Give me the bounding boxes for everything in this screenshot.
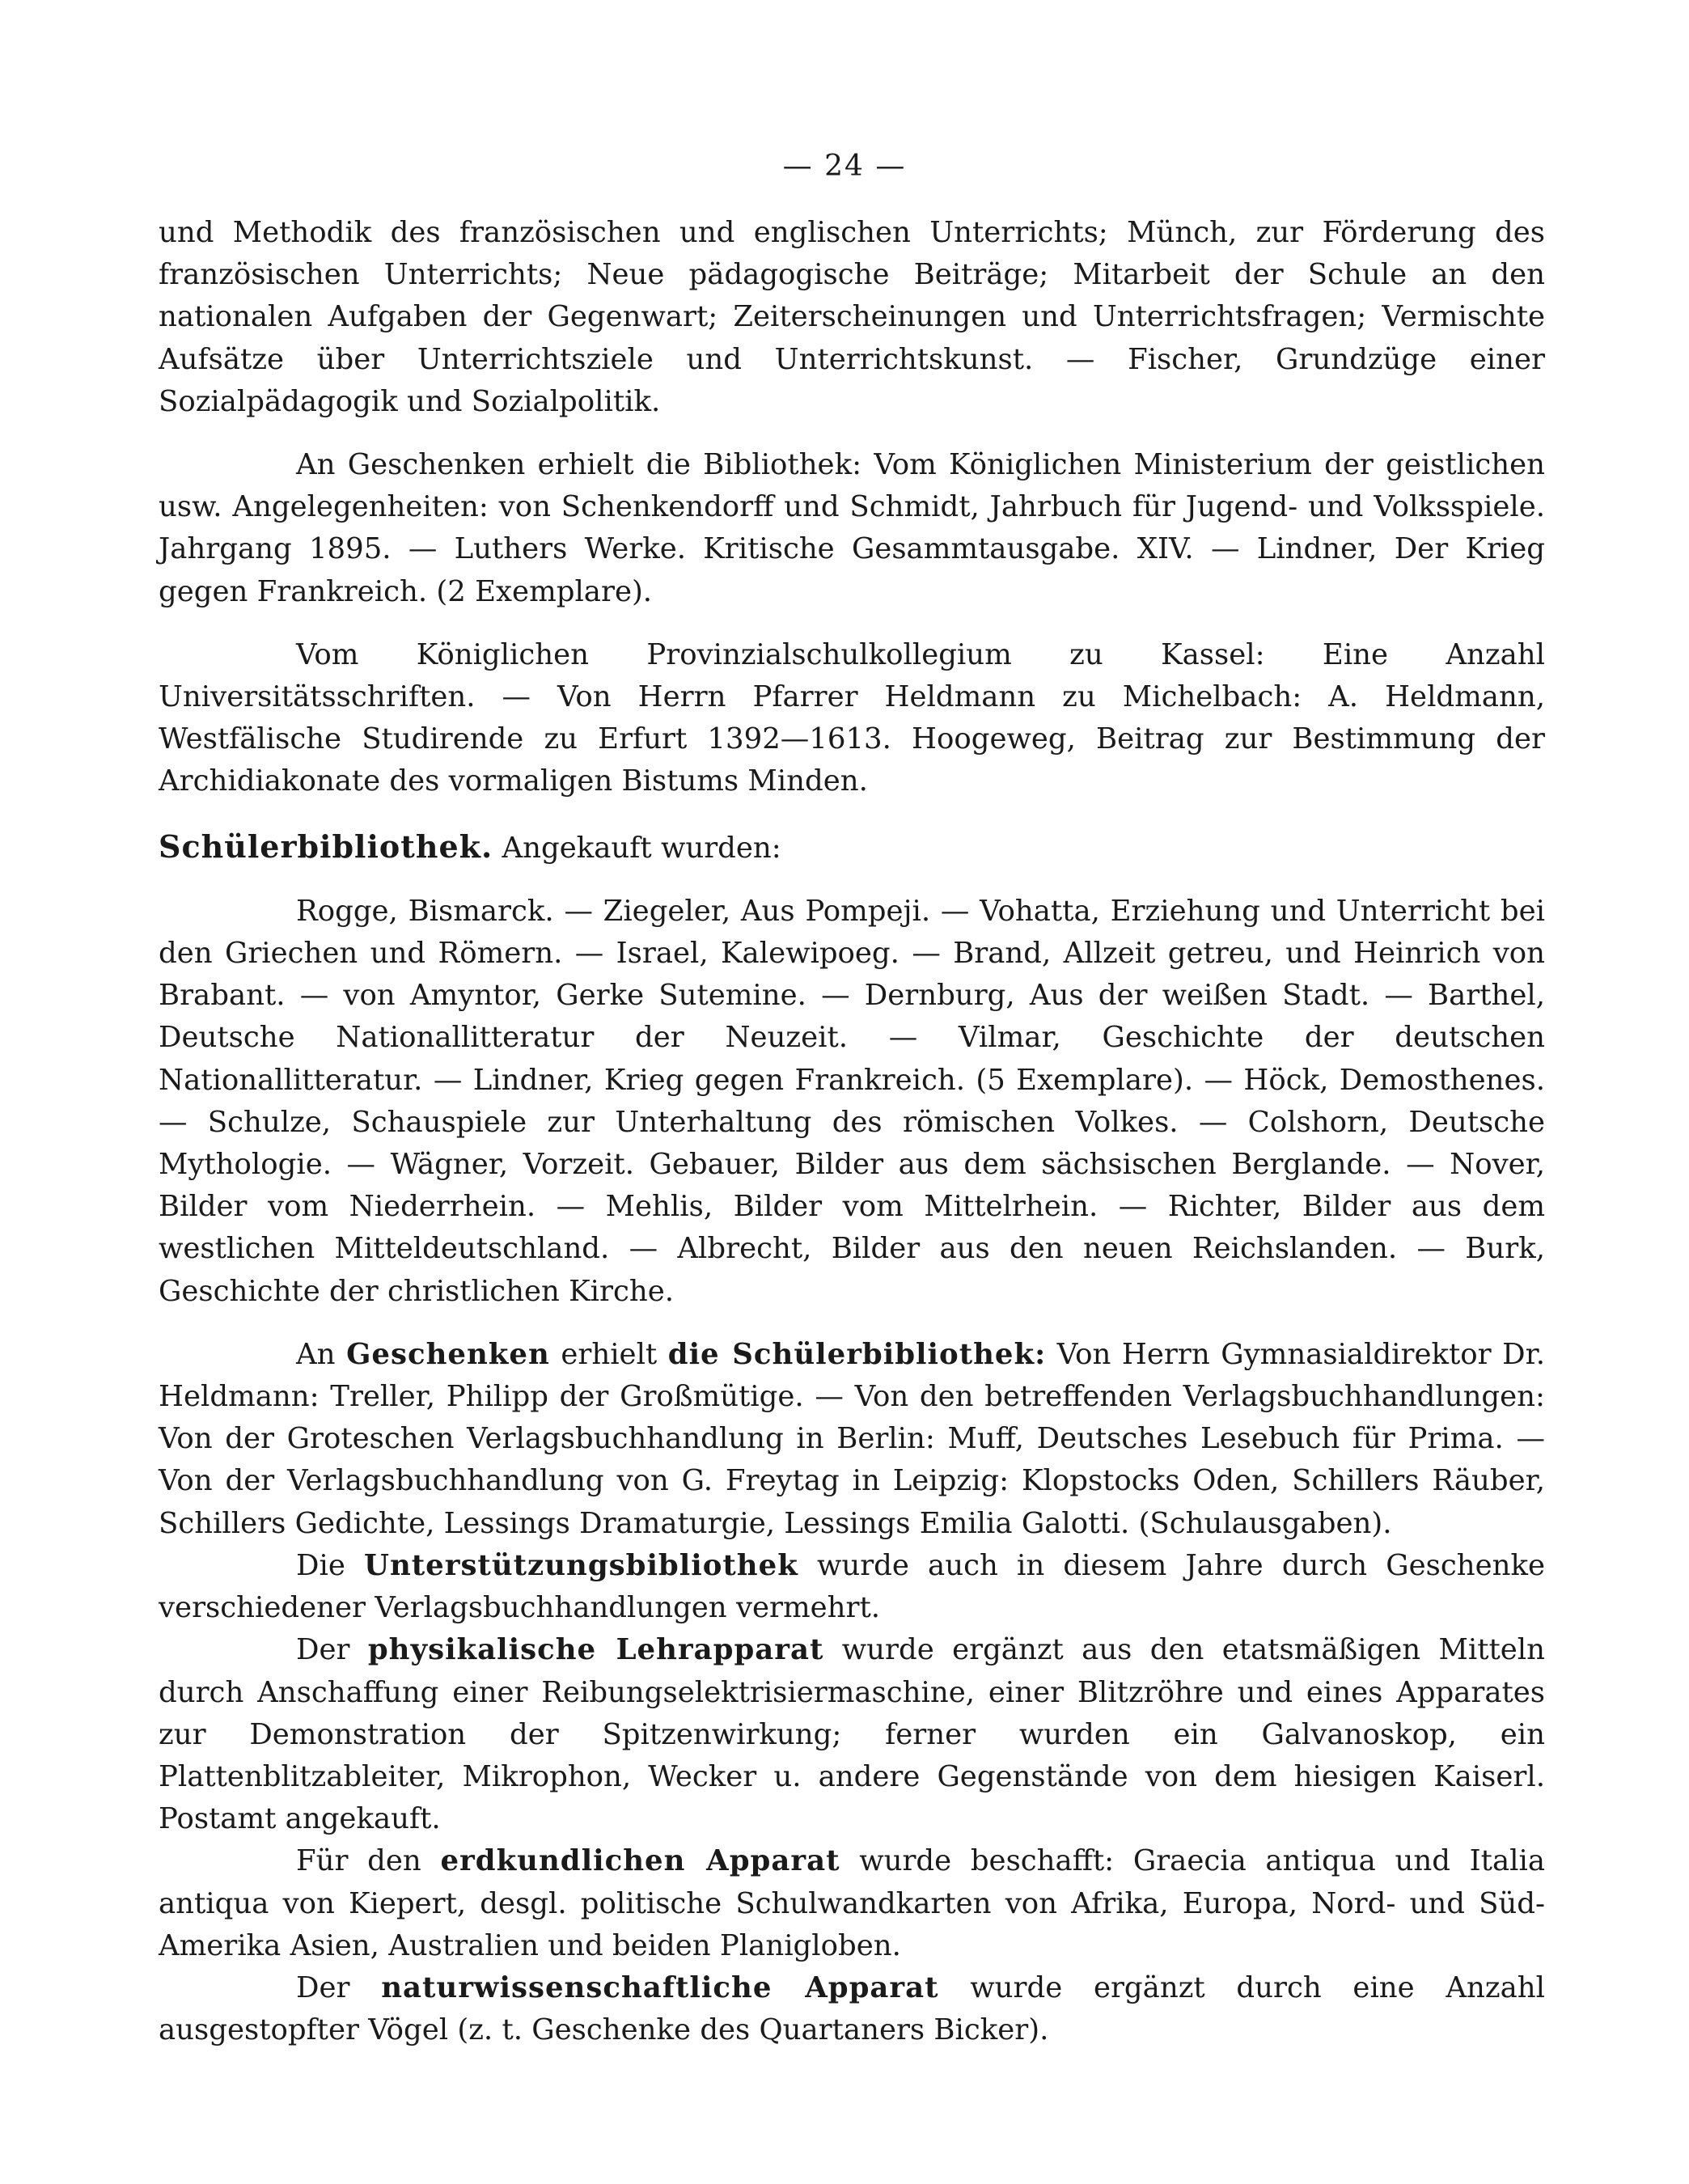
emphasis-geschenken: Geschenken — [346, 1337, 550, 1371]
paragraph-methodik: und Methodik des französischen und englischen Unterrichts; Münch, zur Förderung des französischen Unterrichts; Neue pädagogische Beiträge; Mitarbeit der Schule an den nationalen Aufgaben der Gegenwart; Zeiterscheinungen und Unterrichtsfragen; Vermischte Aufsätze über Unterrichtsziele und Unterrichtskunst. — Fischer, Grundzüge einer Sozialpädagogik und Sozialpolitik. — [159, 216, 1545, 418]
emphasis-erdkundlicher-apparat: erdkundlichen Apparat — [440, 1844, 840, 1878]
paragraph-angekauft-list: Rogge, Bismarck. — Ziegeler, Aus Pompeji. — Vohatta, Erziehung und Unterricht bei den Griechen und Römern. — Israel, Kalewipoeg. — Brand, Allzeit getreu, und Heinrich von Brabant. — von Amyntor, Gerke Sutemine. — Dernburg, Aus der weißen Stadt. — Barthel, Deutsche Nationallitteratur der Neuzeit. — Vilmar, Geschichte der deutschen Nationallitteratur. — Lindner, Krieg gegen Frankreich. (5 Exemplare). — Höck, Demosthenes. — Schulze, Schauspiele zur Unterhaltung des römischen Volkes. — Colshorn, Deutsche Mythologie. — Wägner, Vorzeit. Gebauer, Bilder aus dem sächsischen Berglande. — Nover, Bilder vom Niederrhein. — Mehlis, Bilder vom Mittelrhein. — Richter, Bilder aus dem westlichen Mitteldeutschland. — Albrecht, Bilder aus den neuen Reichslanden. — Burk, Geschichte der christlichen Kirche. — [159, 894, 1545, 1308]
emphasis-naturwissenschaftlicher-apparat: naturwissenschaftliche Apparat — [381, 1970, 939, 2004]
paragraph-physikalischer-apparat: Der physikalische Lehrapparat wurde ergänzt aus den etatsmäßigen Mitteln durch Anschaffung einer Reibungselektrisiermaschine, einer Blitzröhre und eines Apparates zur Demonstration der Spitzenwirkung; ferner wurden ein Galvanoskop, ein Plattenblitzableiter, Mikrophon, Wecker u. andere Gegenstände von dem hiesigen Kaiserl. Postamt angekauft. — [159, 1633, 1545, 1836]
emphasis-unterstuetzungsbibliothek: Unterstützungsbibliothek — [363, 1548, 798, 1582]
paragraph-geschenke-schuelerbibliothek: An Geschenken erhielt die Schülerbibliothek: Von Herrn Gymnasialdirektor Dr. Heldmann: Treller, Philipp der Großmütige. — Von den betreffenden Verlagsbuchhandlungen: Von der Groteschen Verlagsbuchhandlung in Berlin: Muff, Deutsches Lesebuch für Prima. — Von der Verlagsbuchhandlung von G. Freytag in Leipzig: Klopstocks Oden, Schillers Räuber, Schillers Gedichte, Lessings Dramaturgie, Lessings Emilia Galotti. (Schulausgaben). — [159, 1337, 1545, 1540]
section-heading-text: Angekauft wurden: — [502, 831, 781, 865]
section-schuelerbibliothek — [159, 826, 1545, 870]
emphasis-physikalischer-lehrapparat: physikalische Lehrapparat — [367, 1633, 824, 1667]
paragraph-erdkundlicher-apparat: Für den erdkundlichen Apparat wurde beschafft: Graecia antiqua und Italia antiqua von Kiepert, desgl. politische Schulwandkarten von Afrika, Europa, Nord- und Süd-Amerika Asien, Australien und beiden Planigloben. — [159, 1844, 1545, 1962]
paragraph-naturwissenschaftlicher-apparat: Der naturwissenschaftliche Apparat wurde ergänzt durch eine Anzahl ausgestopfter Vögel (z. t. Geschenke des Quartaners Bicker). — [159, 1970, 1545, 2047]
section-heading-schuelerbibliothek: Schülerbibliothek. — [159, 827, 493, 865]
page-number: — 24 — — [782, 150, 907, 183]
paragraph-geschenke-bibliothek: An Geschenken erhielt die Bibliothek: Vom Königlichen Ministerium der geistlichen usw. Angelegenheiten: von Schenkendorff und Schmidt, Jahrbuch für Jugend- und Volksspiele. Jahrgang 1895. — Luthers Werke. Kritische Gesammtausgabe. XIV. — Lindner, Der Krieg gegen Frankreich. (2 Exemplare). — [159, 448, 1545, 608]
body-text — [159, 212, 1545, 2051]
paragraph-provinzialschulkollegium: Vom Königlichen Provinzialschulkollegium zu Kassel: Eine Anzahl Universitätsschriften. — Von Herrn Pfarrer Heldmann zu Michelbach: A. Heldmann, Westfälische Studirende zu Erfurt 1392—1613. Hoogeweg, Beitrag zur Bestimmung der Archidiakonate des vormaligen Bistums Minden. — [159, 637, 1545, 798]
paragraph-unterstuetzungsbibliothek: Die Unterstützungsbibliothek wurde auch in diesem Jahre durch Geschenke verschiedener Verlagsbuchhandlungen vermehrt. — [159, 1548, 1545, 1625]
emphasis-schuelerbibliothek: die Schülerbibliothek: — [667, 1337, 1047, 1371]
